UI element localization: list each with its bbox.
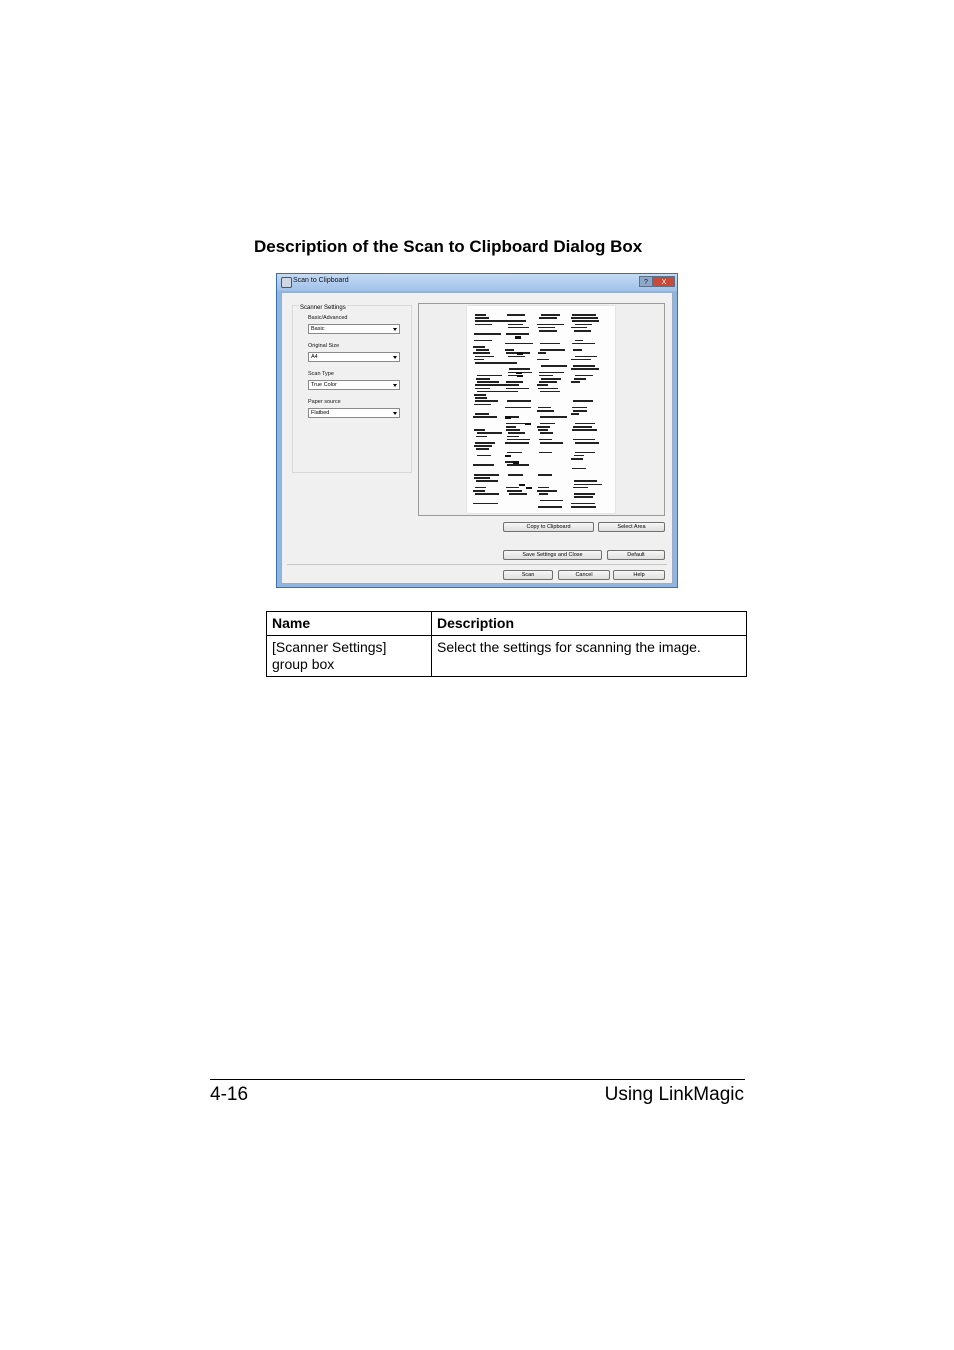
scanner-settings-group-box bbox=[292, 305, 412, 473]
scanner-settings-title: Scanner Settings bbox=[300, 305, 346, 311]
scanned-page-image bbox=[467, 306, 615, 513]
table-cell-description: Select the settings for scanning the image. bbox=[432, 636, 747, 677]
scanner-app-icon bbox=[281, 277, 292, 288]
paper-source-value: Flatbed bbox=[311, 410, 330, 416]
scan-to-clipboard-dialog bbox=[276, 273, 678, 588]
basic-advanced-value: Basic bbox=[311, 326, 325, 332]
section-heading: Description of the Scan to Clipboard Dialog Box bbox=[254, 237, 643, 256]
scan-button[interactable]: Scan bbox=[503, 570, 553, 580]
dialog-title: Scan to Clipboard bbox=[293, 277, 349, 284]
cancel-button[interactable]: Cancel bbox=[558, 570, 610, 580]
copy-to-clipboard-button[interactable]: Copy to Clipboard bbox=[503, 522, 594, 532]
help-button[interactable]: Help bbox=[613, 570, 665, 580]
original-size-select[interactable] bbox=[308, 352, 400, 362]
original-size-label: Original Size bbox=[308, 343, 340, 349]
column-header-name: Name bbox=[267, 612, 432, 636]
scan-type-value: True Color bbox=[311, 382, 337, 388]
basic-advanced-select[interactable] bbox=[308, 324, 400, 334]
column-header-description: Description bbox=[432, 612, 747, 636]
description-table bbox=[266, 611, 747, 677]
default-button[interactable]: Default bbox=[607, 550, 665, 560]
select-area-button[interactable]: Select Area bbox=[598, 522, 665, 532]
dropdown-arrow-icon bbox=[393, 384, 397, 387]
scan-type-label: Scan Type bbox=[308, 371, 334, 377]
save-settings-and-close-button[interactable]: Save Settings and Close bbox=[503, 550, 602, 560]
dropdown-arrow-icon bbox=[393, 412, 397, 415]
dropdown-arrow-icon bbox=[393, 356, 397, 359]
footer-rule bbox=[210, 1079, 745, 1080]
dialog-titlebar bbox=[277, 274, 677, 291]
basic-advanced-label: Basic/Advanced bbox=[308, 315, 348, 321]
dialog-client-area bbox=[281, 292, 673, 584]
scan-preview-area[interactable] bbox=[418, 303, 665, 516]
page-number: 4-16 bbox=[210, 1084, 249, 1105]
scan-type-select[interactable] bbox=[308, 380, 400, 390]
titlebar-close-button[interactable]: X bbox=[653, 276, 675, 287]
original-size-value: A4 bbox=[311, 354, 318, 360]
paper-source-select[interactable] bbox=[308, 408, 400, 418]
titlebar-help-button[interactable]: ? bbox=[639, 276, 653, 287]
chapter-title: Using LinkMagic bbox=[604, 1084, 744, 1105]
paper-source-label: Paper source bbox=[308, 399, 341, 405]
dropdown-arrow-icon bbox=[393, 328, 397, 331]
table-cell-name: [Scanner Settings] group box bbox=[267, 636, 432, 677]
table-header-row bbox=[267, 612, 747, 636]
button-separator bbox=[287, 564, 667, 565]
table-row bbox=[267, 636, 747, 677]
